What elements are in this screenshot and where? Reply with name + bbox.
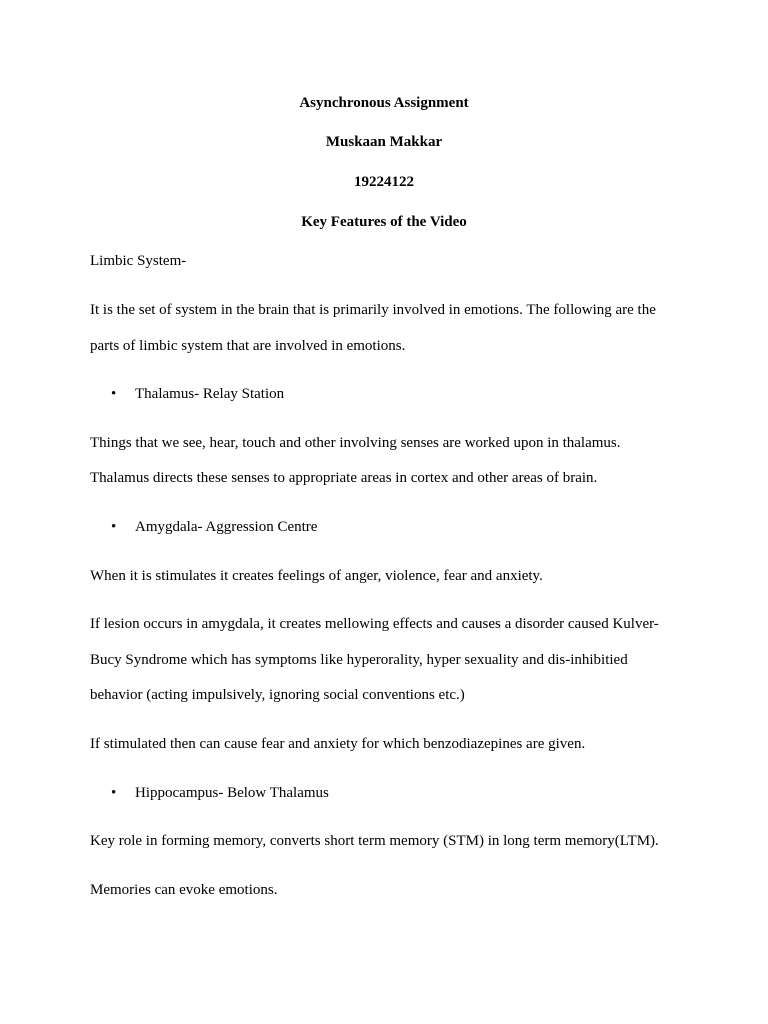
list-item-text: Thalamus- Relay Station [135,386,285,402]
section-heading: Limbic System- [90,253,187,269]
hippocampus-paragraph-2: Memories can evoke emotions. [90,882,278,898]
document-title: Asynchronous Assignment [299,95,469,111]
amygdala-paragraph-2-line-2: Bucy Syndrome which has symptoms like hyperorality, hyper sexuality and dis-inhibitied [90,652,628,668]
intro-line-2: parts of limbic system that are involved in emotions. [90,338,406,354]
amygdala-paragraph-2-line-3: behavior (acting impulsively, ignoring social conventions etc.) [90,687,465,703]
list-item [111,518,317,536]
thalamus-line-2: Thalamus directs these senses to appropriate areas in cortex and other areas of brain. [90,470,598,486]
author-name: Muskaan Makkar [325,134,443,150]
list-item [111,385,284,403]
amygdala-paragraph-3: If stimulated then can cause fear and anxiety for which benzodiazepines are given. [90,736,586,752]
list-item-text: Amygdala- Aggression Centre [135,519,318,535]
amygdala-paragraph-1: When it is stimulates it creates feelings of anger, violence, fear and anxiety. [90,568,543,584]
list-item-text: Hippocampus- Below Thalamus [135,785,329,801]
bullet-icon: • [111,519,117,535]
thalamus-line-1: Things that we see, hear, touch and other involving senses are worked upon in thalamus. [90,435,621,451]
document-subtitle: Key Features of the Video [301,214,467,230]
student-id: 19224122 [354,174,414,190]
amygdala-paragraph-2-line-1: If lesion occurs in amygdala, it creates mellowing effects and causes a disorder caused Kulver- [90,616,659,632]
bullet-icon: • [111,785,117,801]
intro-line-1: It is the set of system in the brain that is primarily involved in emotions. The following are the [90,302,656,318]
bullet-icon: • [111,386,117,402]
hippocampus-paragraph-1: Key role in forming memory, converts short term memory (STM) in long term memory(LTM). [90,833,659,849]
list-item [111,784,329,802]
